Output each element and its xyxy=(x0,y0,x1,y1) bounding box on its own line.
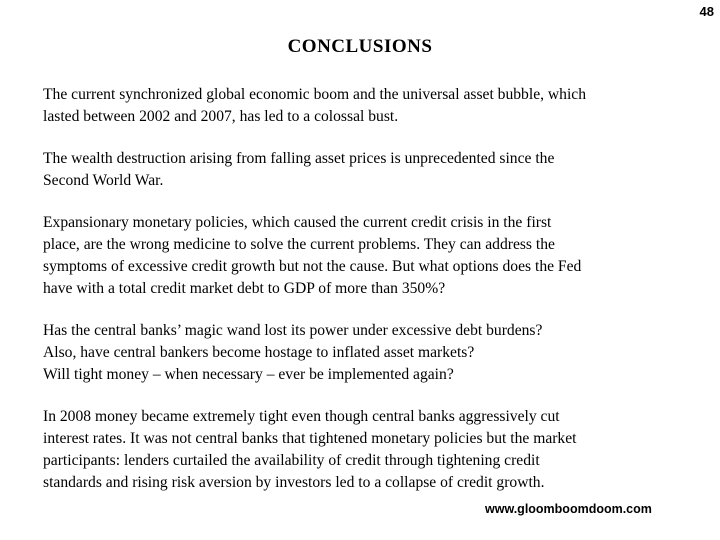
text-line: Also, have central bankers become hostage to inflated asset markets? xyxy=(43,344,475,361)
page-number: 48 xyxy=(699,4,714,19)
text-line: have with a total credit market debt to GDP of more than 350%? xyxy=(43,280,446,297)
text-line: Has the central banks’ magic wand lost its power under excessive debt burdens? xyxy=(43,322,543,339)
paragraph-2008-money xyxy=(43,406,683,494)
text-line: place, are the wrong medicine to solve the current problems. They can address the xyxy=(43,236,555,253)
paragraph-wealth-destruction xyxy=(43,148,683,192)
text-line: Will tight money – when necessary – ever be implemented again? xyxy=(43,366,454,383)
text-line: Expansionary monetary policies, which caused the current credit crisis in the first xyxy=(43,214,552,231)
text-line: Second World War. xyxy=(43,172,164,189)
text-line: The current synchronized global economic boom and the universal asset bubble, which xyxy=(43,86,587,103)
paragraph-boom-bust xyxy=(43,84,683,128)
page-title: CONCLUSIONS xyxy=(287,36,433,57)
paragraph-central-bank-questions xyxy=(43,320,683,386)
paragraph-monetary-policies xyxy=(43,212,683,300)
text-line: The wealth destruction arising from falling asset prices is unprecedented since the xyxy=(43,150,555,167)
text-line: interest rates. It was not central banks that tightened monetary policies but the market xyxy=(43,430,577,447)
text-line: In 2008 money became extremely tight even though central banks aggressively cut xyxy=(43,408,560,425)
text-line: standards and rising risk aversion by investors led to a collapse of credit growth. xyxy=(43,474,545,491)
text-line: lasted between 2002 and 2007, has led to a colossal bust. xyxy=(43,108,399,125)
text-line: participants: lenders curtailed the availability of credit through tightening credit xyxy=(43,452,540,469)
footer-url: www.gloomboomdoom.com xyxy=(485,502,652,516)
text-line: symptoms of excessive credit growth but not the cause. But what options does the Fed xyxy=(43,258,582,275)
